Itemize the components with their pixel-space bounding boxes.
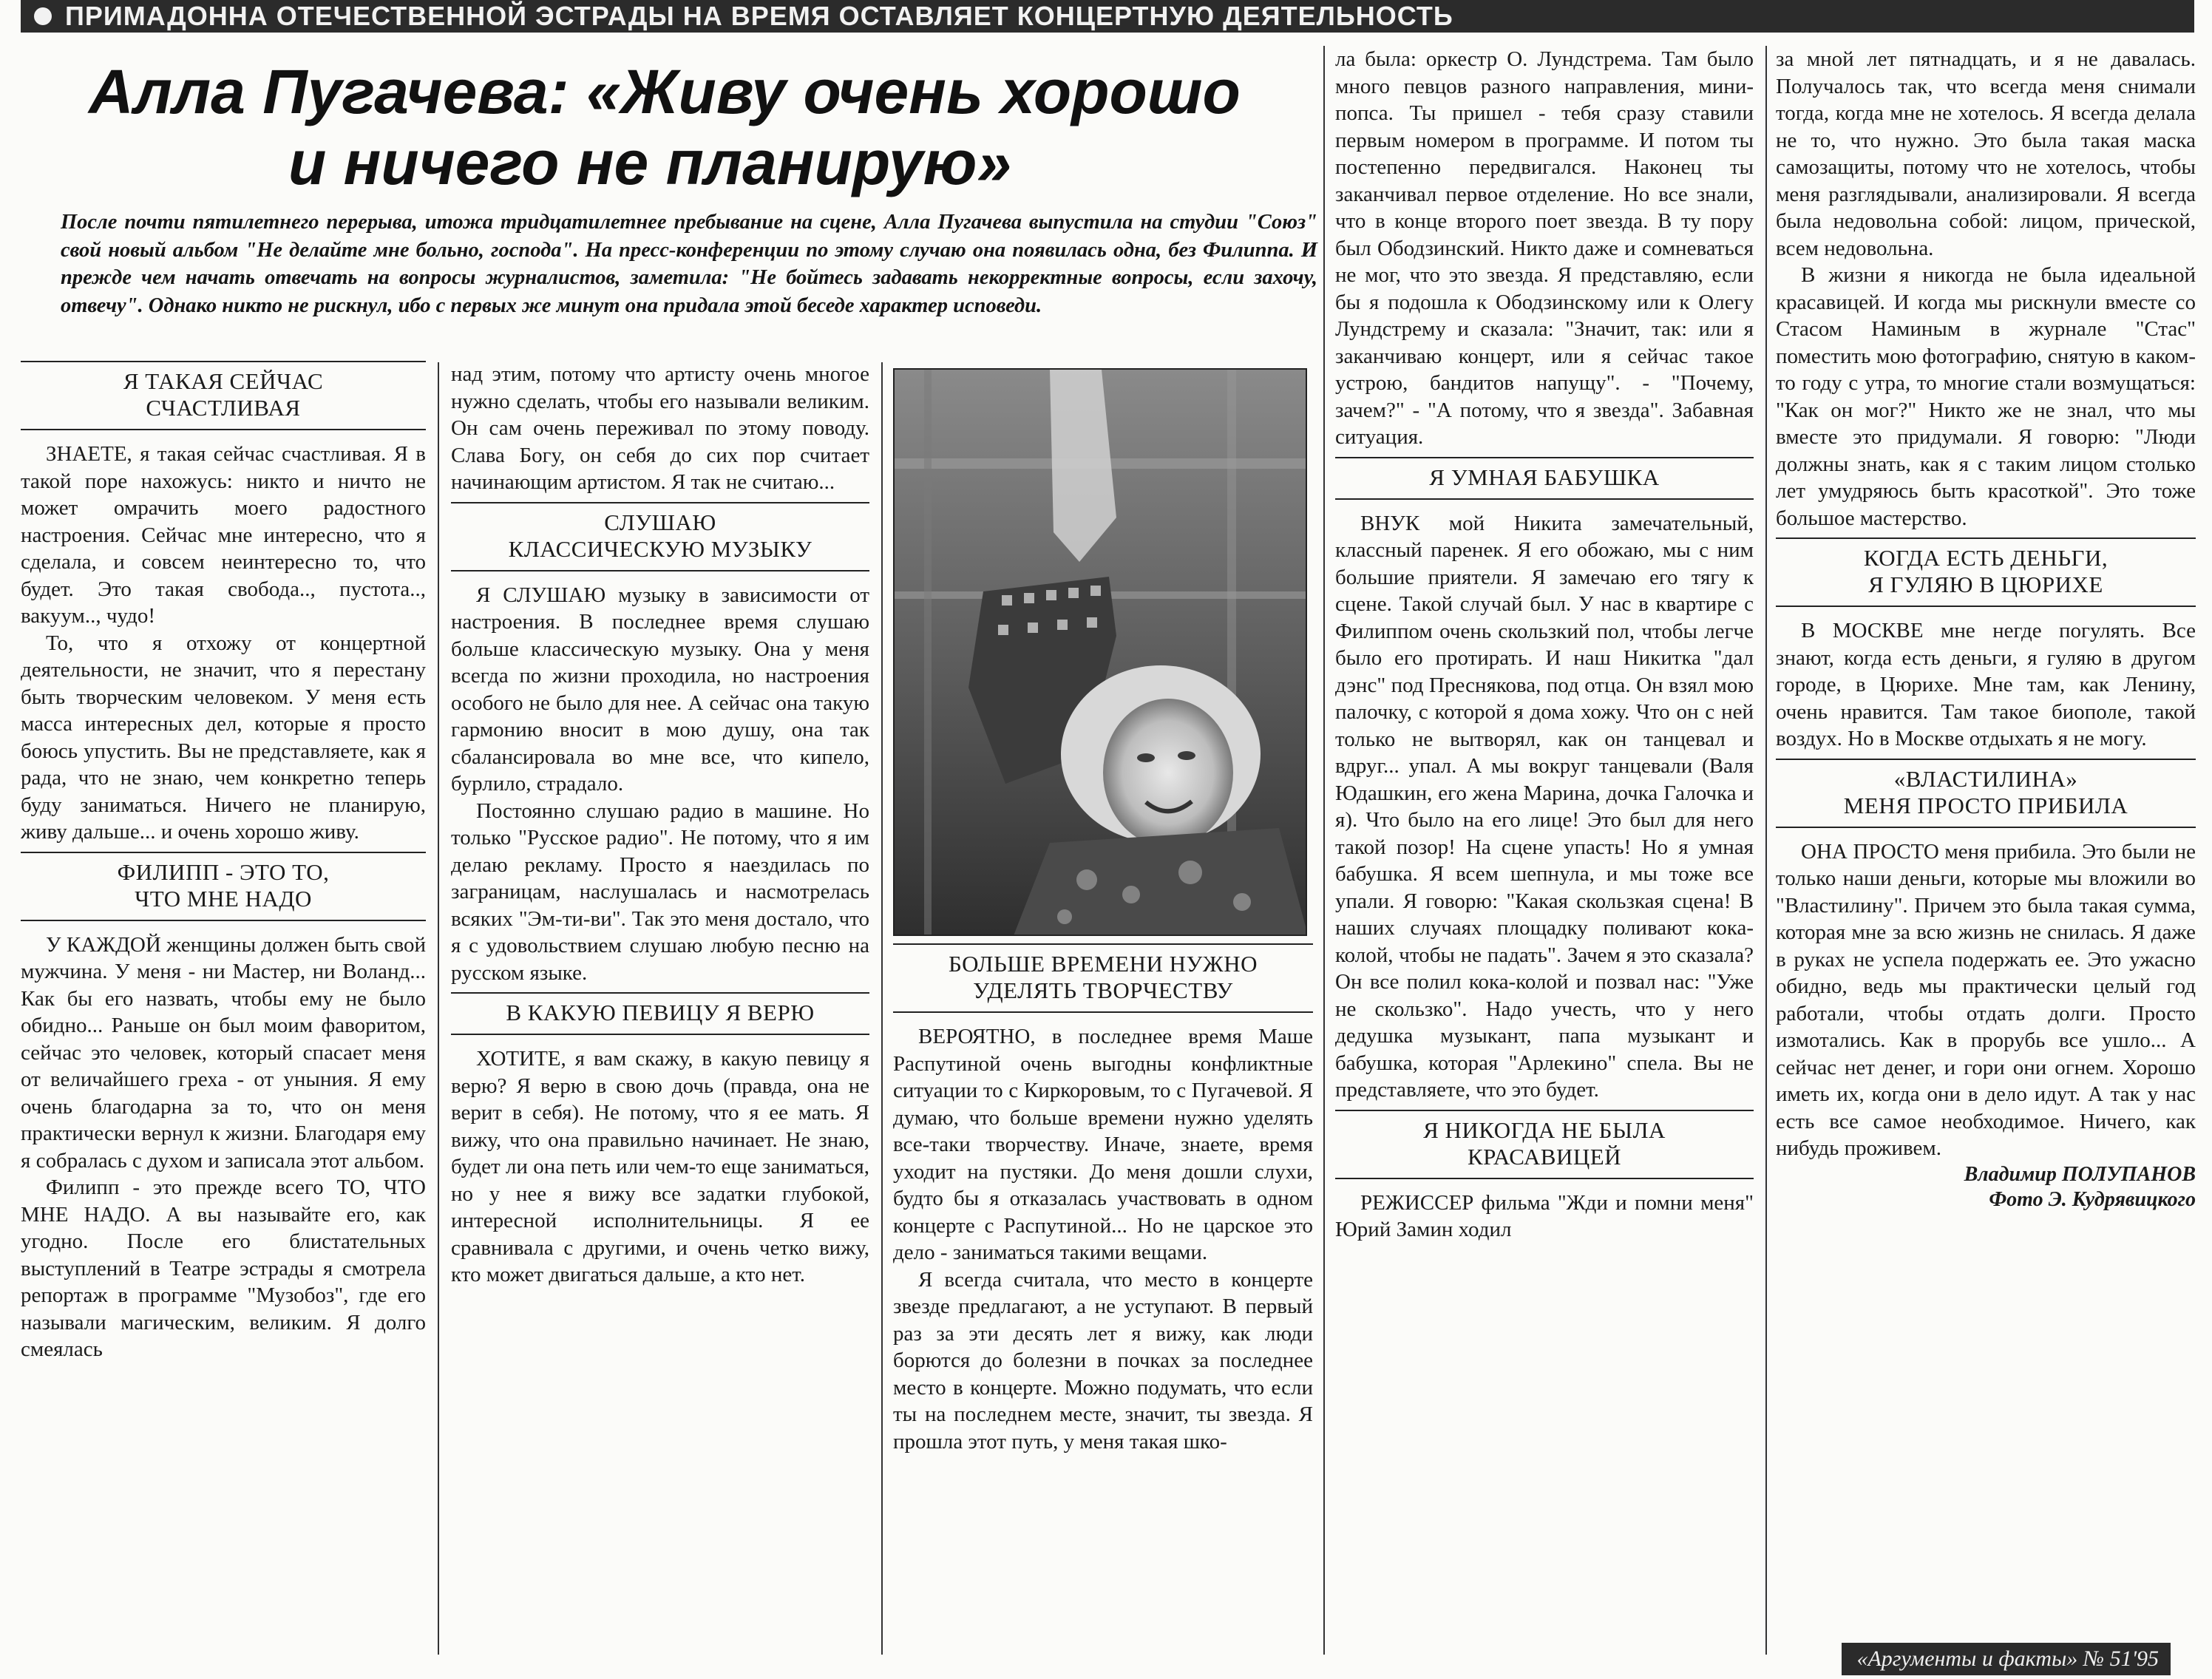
- lead-paragraph: После почти пятилетнего перерыва, итожа тридцатилетнее пребывание на сцене, Алла Пугачева выпустила на студии "Союз" свой новый альбом "Не делайте мне больно, господа". На пресс-конференции по этому случаю она появилась одна, без Филиппа. И прежде чем начать отвечать на вопросы журналистов, заметила: "Не бойтесь задавать некорректные вопросы, если захочу, отвечу". Однако никто не рискнул, ибо с первых же минут она придала этой беседе характер исповеди.: [61, 211, 1317, 317]
- section-heading: «ВЛАСТИЛИНА» МЕНЯ ПРОСТО ПРИБИЛА: [1776, 759, 2196, 828]
- headline-line-2: и ничего не планирую»: [288, 128, 1012, 197]
- paragraph: ХОТИТЕ, я вам скажу, в какую певицу я верю? Я верю в свою дочь (правда, она не верит в себя). Не потому, что я ее мать. Я вижу, что она правильно начинает. Не знаю, будет ли она петь или чем-то еще заниматься, но у нее я вижу все задатки глубокой, интересной исполнительницы. Я ее сравнивала с другими, и очень четко вижу, кто может двигаться дальше, а кто нет.: [451, 1047, 869, 1286]
- paragraph: ВНУК мой Никита замечательный, классный паренек. Я его обожаю, мы с ним большие приятели. Я замечаю его тягу к сцене. Такой случай был. У нас в квартире с Филиппом очень скользкий пол, чтобы легче было его протирать. И наш Никитка "дал дэнс" под Преснякова, под отца. Он взял мою палочку, с которой я дома хожу. Что он с ней только не вытворял, как он танцевал и вдруг... упал. А мы вокруг танцевали (Валя Юдашкин, его жена Марина, дочка Галочка и я). Что было на его лице! Это был для него такой позор! На сцене упасть! Но я умная бабушка. Я всем шепнула, и мы тоже все упали. Я говорю: "Какая скользкая сцена! В наших случаях площадку поливают кока-колой, чтобы не падать". Зачем я это сказала? Он все полил кока-колой и позвал нас: "Уже не скользко". Надо учесть, что у него дедушка музыкант, папа музыкант и бабушка, которая "Арлекино" спела. Вы не представляете, что это будет.: [1335, 511, 1754, 1102]
- top-banner: [21, 0, 2194, 33]
- banner-text: ПРИМАДОННА ОТЕЧЕСТВЕННОЙ ЭСТРАДЫ НА ВРЕМЯ ОСТАВЛЯЕТ КОНЦЕРТНУЮ ДЕЯТЕЛЬНОСТЬ: [65, 1, 1453, 31]
- photo: [893, 368, 1307, 936]
- publication-footer: «Аргументы и факты» № 51'95: [1842, 1643, 2171, 1675]
- section-heading: Я УМНАЯ БАБУШКА: [1335, 457, 1754, 500]
- paragraph: В МОСКВЕ мне негде погулять. Все знают, когда есть деньги, я гуляю в другом городе, в Цюрихе. Мне там, как Ленину, очень нравится. Там такое биополе, такой воздух. Но в Москве отдыхать я не могу.: [1776, 619, 2196, 750]
- bullet-icon: [34, 7, 52, 25]
- section-heading: ФИЛИПП - ЭТО ТО, ЧТО МНЕ НАДО: [21, 852, 426, 921]
- portrait-photo-icon: [895, 370, 1307, 936]
- author-name: Владимир ПОЛУПАНОВ: [1964, 1162, 2196, 1186]
- column-divider: [438, 362, 439, 1655]
- paragraph: ла была: оркестр О. Лундстрема. Там было много певцов разного направления, мини-попса. Ты пришел - тебя сразу ставили первым номером в программе. И потом ты постепенно передвигался. Наконец ты заканчивал первое отделение. Но все знали, что в конце второго поет звезда. В ту пору был Ободзинский. Никто даже и сомневаться не мог, что это звезда. Я представляю, если бы я подошла к Ободзинскому или к Олегу Лундстрему и сказала: "Значит, так: или я заканчиваю концерт, или я сейчас такое устрою, бандитов напущу". - "Почему, зачем?" - "А потому, что я звезда". Забавная ситуация.: [1335, 47, 1754, 449]
- section-heading: Я НИКОГДА НЕ БЫЛА КРАСАВИЦЕЙ: [1335, 1110, 1754, 1179]
- column-1: [21, 361, 426, 1655]
- paragraph: Я СЛУШАЮ музыку в зависимости от настроения. В последнее время слушаю больше классическую музыку. Она у меня всегда по жизни проходила, но настроения особого не было для нее. А сейчас она такую гармонию вносит в мою душу, она так сбалансировала во мне все, что кипело, бурлило, страдало.: [451, 583, 869, 796]
- column-divider: [1323, 46, 1325, 1655]
- column-2: [451, 361, 869, 1655]
- paragraph: У КАЖДОЙ женщины должен быть свой мужчина. У меня - ни Мастер, ни Воланд... Как бы его назвать, чтобы ему не было обидно... Раньше он был моим фаворитом, сейчас это человек, который спасает меня от величайшего греха - от уныния. Я ему очень благодарна за то, что он меня практически вернул к жизни. Благодаря ему я собралась с духом и записала этот альбом.: [21, 932, 426, 1173]
- paragraph: РЕЖИССЕР фильма "Жди и помни меня" Юрий Замин ходил: [1335, 1190, 1754, 1241]
- paragraph: То, что я отхожу от концертной деятельности, не значит, что я перестану быть творческим человеком. У меня есть масса интересных дел, которые я просто боюсь упустить. Вы не представляете, как я рада, что не знаю, чем конкретно теперь буду заниматься. Ничего не планирую, живу дальше... и очень хорошо живу.: [21, 631, 426, 844]
- paragraph: ЗНАЕТЕ, я такая сейчас счастливая. Я в такой поре нахожусь: никто и ничто не может омрачить моего радостного настроения. Сейчас мне интересно, что я сделала, и совсем неинтересно то, что будет. Это такая свобода.., пустота.., вакуум.., чудо!: [21, 442, 426, 628]
- column-4: [1335, 46, 1754, 1655]
- paragraph: В жизни я никогда не была идеальной красавицей. И когда мы рискнули вместе со Стасом Наминым в журнале "Стас" поместить мою фотографию, снятую в каком-то году с утра, то многие стали возмущаться: "Как он мог?" Никто же не знал, что мы вместе это придумали. Я говорю: "Люди должны знать, как я с таким лицом столько лет умудряюсь быть красоткой". Это тоже большое мастерство.: [1776, 263, 2196, 530]
- column-5: [1776, 46, 2196, 1655]
- paragraph: над этим, потому что артисту очень многое нужно сделать, чтобы его называли великим. Он сам очень переживал по этому поводу. Слава Богу, он себя до сих пор считает начинающим артистом. Я так не считаю...: [451, 362, 869, 494]
- paragraph: Филипп - это прежде всего ТО, ЧТО МНЕ НАДО. А вы называйте его, как угодно. После его блистательных выступлений в Театре эстрады я смотрела репортаж в программе "Музобоз", где его называли магическим, великим. Я долго смеялась: [21, 1176, 426, 1361]
- paragraph: ОНА ПРОСТО меня прибила. Это были не только наши деньги, которые мы вложили во "Властилину". Причем это была такая сумма, которая мне за всю жизнь не снилась. Я даже в руках не успела подержать ее. Это ужасно обидно, ведь мы практически целый год работали, чтобы отдать долги. Просто измотались. Как в прорубь все ушло... А сейчас нет денег, и гори они огнем. Хорошо иметь их, когда они в дело идут. А так у нас есть все самое необходимое. Ничего, как нибудь проживем.: [1776, 839, 2196, 1160]
- section-heading: Я ТАКАЯ СЕЙЧАС СЧАСТЛИВАЯ: [21, 361, 426, 430]
- column-divider: [1765, 46, 1767, 1655]
- column-3: [893, 943, 1313, 1655]
- paragraph: Постоянно слушаю радио в машине. Но только "Русское радио". Не потому, что я им делаю рекламу. Просто я наездилась по заграницам, наслушалась и насмотрелась всяких "Эм-ти-ви". Так это меня достало, что я с удовольствием слушаю любую песню на русском языке.: [451, 798, 869, 985]
- byline: [1776, 1162, 2196, 1212]
- paragraph: за мной лет пятнадцать, и я не давалась. Получалось так, что всегда меня снимали тогда, когда мне не хотелось. Я всегда делала не то, что нужно. Это была такая маска самозащиты, потому что не хотелось, чтобы меня разглядывали, анализировали. Я всегда была недовольна собой: лицом, прической, всем недовольна.: [1776, 47, 2196, 260]
- paragraph: ВЕРОЯТНО, в последнее время Маше Распутиной очень выгодны конфликтные ситуации то с Киркоровым, то с Пугачевой. Я думаю, что больше времени нужно уделять все-таки творчеству. Иначе, знаете, время уходит на пустяки. До меня дошли слухи, будто бы я отказалась участвовать в одном концерте с Распутиной... Но не царское это дело - заниматься такими вещами.: [893, 1025, 1313, 1264]
- section-heading: В КАКУЮ ПЕВИЦУ Я ВЕРЮ: [451, 992, 869, 1035]
- section-heading: СЛУШАЮ КЛАССИЧЕСКУЮ МУЗЫКУ: [451, 502, 869, 571]
- section-heading: БОЛЬШЕ ВРЕМЕНИ НУЖНО УДЕЛЯТЬ ТВОРЧЕСТВУ: [893, 943, 1313, 1013]
- paragraph: Я всегда считала, что место в концерте звезде предлагают, а не уступают. В первый раз за эти десять лет я вижу, как люди борются до болезни в почках за последнее место в концерте. Можно подумать, что если ты на последнем месте, значит, ты звезда. Я прошла этот путь, у меня такая шко-: [893, 1267, 1313, 1454]
- column-divider: [881, 362, 883, 1655]
- section-heading: КОГДА ЕСТЬ ДЕНЬГИ, Я ГУЛЯЮ В ЦЮРИХЕ: [1776, 537, 2196, 607]
- headline: [89, 56, 1301, 198]
- headline-line-1: Алла Пугачева: «Живу очень хорошо: [89, 57, 1241, 126]
- photo-credit: Фото Э. Кудрявицкого: [1989, 1187, 2196, 1211]
